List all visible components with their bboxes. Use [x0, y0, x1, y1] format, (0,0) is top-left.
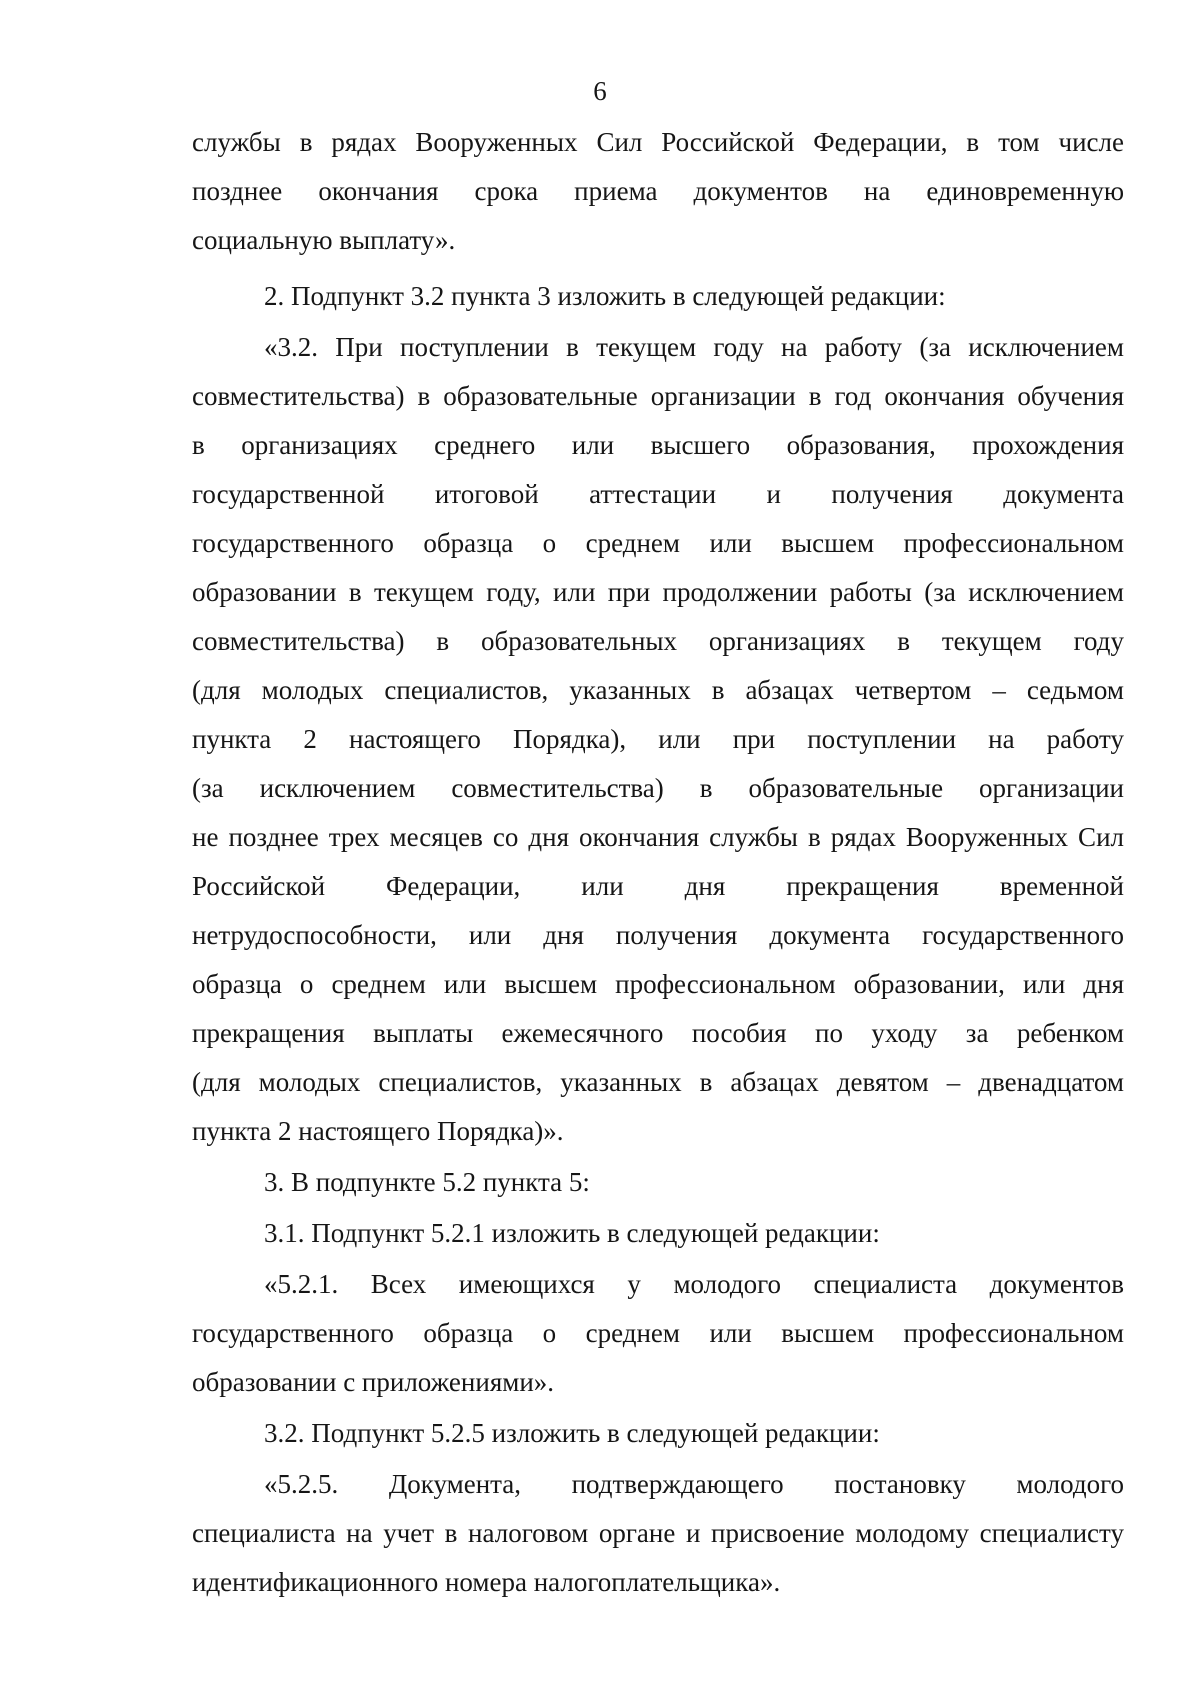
paragraph-quoted-amendment — [192, 1460, 1124, 1607]
text-line: совместительства) в образовательные организации в год окончания обучения — [192, 381, 1124, 411]
document-body — [192, 118, 1124, 1607]
text-line: образца о среднем или высшем профессиональном образовании, или дня — [192, 969, 1124, 999]
paragraph-quoted-amendment — [192, 1260, 1124, 1407]
text-line: (за исключением совместительства) в образовательные организации — [192, 773, 1124, 803]
text-line: 3.1. Подпункт 5.2.1 изложить в следующей редакции: — [264, 1218, 880, 1248]
text-line: государственного образца о среднем или высшем профессиональном — [192, 1318, 1124, 1348]
text-line: «3.2. При поступлении в текущем году на работу (за исключением — [264, 332, 1124, 362]
text-line: 3.2. Подпункт 5.2.5 изложить в следующей редакции: — [264, 1418, 880, 1448]
text-line: (для молодых специалистов, указанных в абзацах четвертом – седьмом — [192, 675, 1124, 705]
text-line: государственной итоговой аттестации и получения документа — [192, 479, 1124, 509]
text-line: совместительства) в образовательных организациях в текущем году — [192, 626, 1124, 656]
text-line: 2. Подпункт 3.2 пункта 3 изложить в следующей редакции: — [264, 281, 946, 311]
text-line: (для молодых специалистов, указанных в абзацах девятом – двенадцатом — [192, 1067, 1124, 1097]
text-line: Российской Федерации, или дня прекращения временной — [192, 871, 1124, 901]
page-number: 6 — [593, 76, 607, 106]
paragraph — [192, 272, 1124, 321]
text-line: специалиста на учет в налоговом органе и присвоение молодому специалисту — [192, 1518, 1124, 1548]
text-line: в организациях среднего или высшего образования, прохождения — [192, 430, 1124, 460]
text-line: 3. В подпункте 5.2 пункта 5: — [264, 1167, 590, 1197]
text-line: «5.2.1. Всех имеющихся у молодого специалиста документов — [264, 1269, 1124, 1299]
text-line: нетрудоспособности, или дня получения документа государственного — [192, 920, 1124, 950]
text-line: прекращения выплаты ежемесячного пособия по уходу за ребенком — [192, 1018, 1124, 1048]
text-line: позднее окончания срока приема документов на единовременную — [192, 176, 1124, 206]
paragraph — [192, 1158, 1124, 1207]
text-line: пункта 2 настоящего Порядка)». — [192, 1116, 564, 1146]
paragraph — [192, 1209, 1124, 1258]
text-line: пункта 2 настоящего Порядка), или при поступлении на работу — [192, 724, 1124, 754]
text-line: социальную выплату». — [192, 225, 456, 255]
paragraph — [192, 118, 1124, 265]
text-line: службы в рядах Вооруженных Сил Российской Федерации, в том числе — [192, 127, 1124, 157]
text-line: «5.2.5. Документа, подтверждающего постановку молодого — [264, 1469, 1124, 1499]
text-line: не позднее трех месяцев со дня окончания службы в рядах Вооруженных Сил — [192, 822, 1124, 852]
text-line: образовании в текущем году, или при продолжении работы (за исключением — [192, 577, 1124, 607]
text-line: идентификационного номера налогоплательщика». — [192, 1567, 781, 1597]
text-line: образовании с приложениями». — [192, 1367, 555, 1397]
paragraph-quoted-amendment — [192, 323, 1124, 1156]
text-line: государственного образца о среднем или высшем профессиональном — [192, 528, 1124, 558]
paragraph — [192, 1409, 1124, 1458]
